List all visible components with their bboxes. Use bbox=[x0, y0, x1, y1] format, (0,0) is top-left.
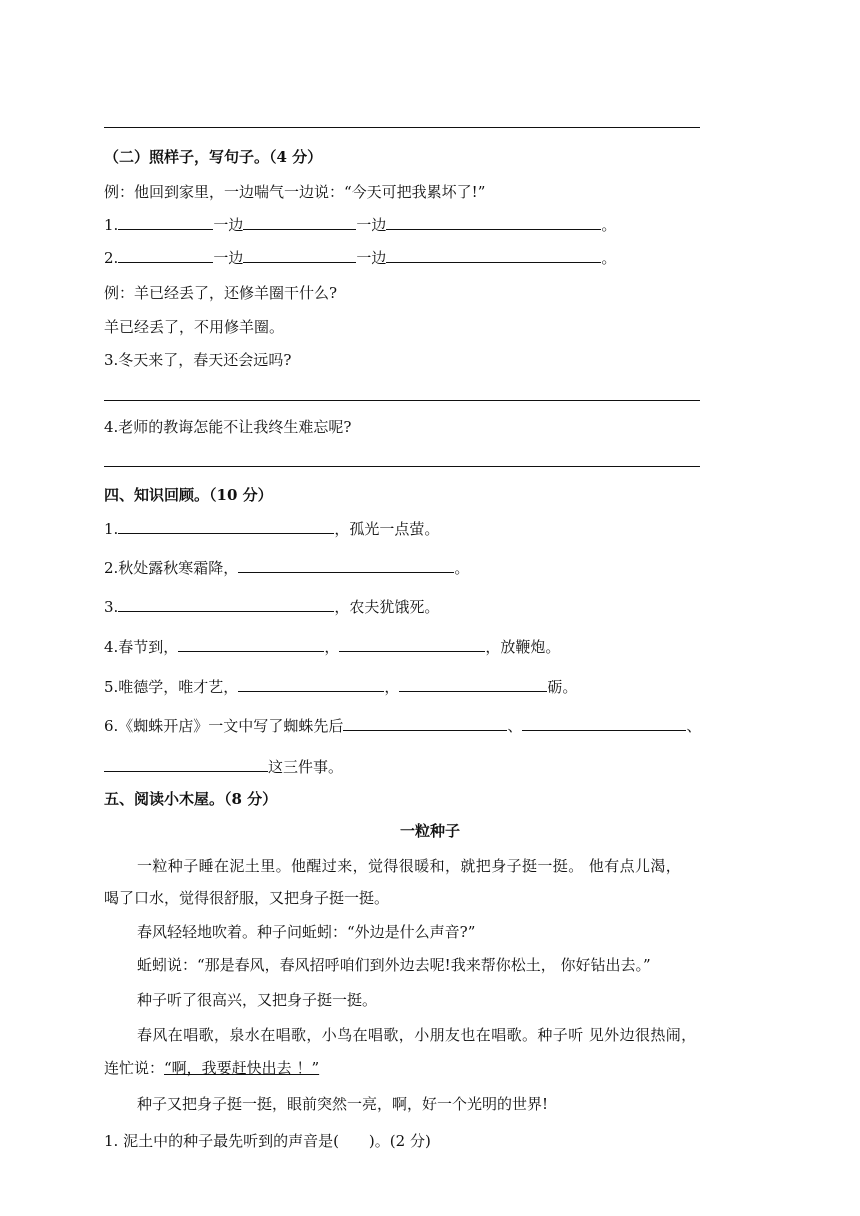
fill-blank[interactable] bbox=[118, 215, 213, 230]
answer-line[interactable] bbox=[104, 466, 700, 467]
section-heading: 四、知识回顾。（10 分） bbox=[104, 486, 273, 504]
question: 3.冬天来了，春天还会远吗? bbox=[104, 351, 292, 369]
exercise-line bbox=[104, 519, 439, 539]
fill-blank[interactable] bbox=[104, 757, 268, 772]
item-number: 3. bbox=[104, 598, 119, 616]
word: 一边 bbox=[213, 249, 244, 267]
example-sentence: 例：羊已经丢了，还修羊圈干什么? bbox=[104, 284, 338, 302]
punctuation: 、 bbox=[507, 717, 523, 735]
fill-blank[interactable] bbox=[118, 519, 334, 534]
text: 2.秋处露秋寒霜降， bbox=[104, 559, 239, 577]
exercise-line bbox=[104, 677, 577, 697]
word: 一边 bbox=[356, 216, 387, 234]
fill-blank[interactable] bbox=[118, 597, 334, 612]
fill-blank[interactable] bbox=[343, 716, 507, 731]
example-answer: 羊已经丢了，不用修羊圈。 bbox=[104, 318, 285, 336]
passage-paragraph: 喝了口水，觉得很舒服，又把身子挺一挺。 bbox=[104, 889, 390, 907]
exercise-line bbox=[104, 215, 616, 235]
passage-paragraph: 一粒种子睡在泥土里。他醒过来，觉得很暖和，就把身子挺一挺。 他有点儿渴， bbox=[137, 857, 682, 875]
fill-blank[interactable] bbox=[118, 248, 213, 263]
passage-paragraph: 种子又把身子挺一挺，眼前突然一亮，啊，好一个光明的世界! bbox=[137, 1095, 549, 1113]
passage-paragraph: 蚯蚓说：“那是春风，春风招呼咱们到外边去呢!我来帮你松土， 你好钻出去。” bbox=[137, 956, 651, 974]
fill-blank[interactable] bbox=[238, 558, 454, 573]
item-number: 1. bbox=[104, 520, 119, 538]
exercise-line bbox=[104, 248, 616, 268]
text: 5.唯德学，唯才艺， bbox=[104, 678, 239, 696]
punctuation: 。 bbox=[601, 249, 617, 267]
text: 连忙说： bbox=[104, 1059, 165, 1077]
question: 4.老师的教诲怎能不让我终生难忘呢? bbox=[104, 418, 352, 436]
fill-blank[interactable] bbox=[243, 215, 356, 230]
text: 4.春节到， bbox=[104, 638, 179, 656]
punctuation: 、 bbox=[686, 717, 702, 735]
text: 这三件事。 bbox=[268, 758, 344, 776]
exercise-line bbox=[104, 637, 560, 657]
fill-blank[interactable] bbox=[386, 248, 601, 263]
fill-blank[interactable] bbox=[238, 677, 384, 692]
text: ，放鞭炮。 bbox=[485, 638, 561, 656]
punctuation: ， bbox=[324, 638, 340, 656]
underlined-quote: “啊，我要赶快出去 ！” bbox=[164, 1059, 320, 1077]
exercise-line bbox=[104, 716, 701, 736]
punctuation: 。 bbox=[601, 216, 617, 234]
fill-blank[interactable] bbox=[399, 677, 547, 692]
item-number: 1. bbox=[104, 216, 119, 234]
question: 1. 泥土中的种子最先听到的声音是( )。(2 分) bbox=[104, 1132, 431, 1150]
example-sentence: 例：他回到家里，一边喘气一边说：“今天可把我累坏了!” bbox=[104, 183, 486, 201]
fill-blank[interactable] bbox=[386, 215, 601, 230]
fill-blank[interactable] bbox=[339, 637, 485, 652]
fill-blank[interactable] bbox=[178, 637, 324, 652]
text: 6.《蜘蛛开店》一文中写了蜘蛛先后 bbox=[104, 717, 344, 735]
answer-line bbox=[104, 127, 700, 128]
passage-paragraph bbox=[104, 1058, 319, 1078]
word: 一边 bbox=[356, 249, 387, 267]
word: 一边 bbox=[213, 216, 244, 234]
passage-paragraph: 春风在唱歌，泉水在唱歌，小鸟在唱歌，小朋友也在唱歌。种子听 见外边很热闹， bbox=[137, 1026, 697, 1044]
fill-blank[interactable] bbox=[522, 716, 686, 731]
exercise-line bbox=[104, 597, 439, 617]
text: 砺。 bbox=[547, 678, 578, 696]
exercise-line bbox=[104, 757, 343, 777]
passage-title: 一粒种子 bbox=[399, 822, 460, 840]
punctuation: ， bbox=[384, 678, 400, 696]
item-number: 2. bbox=[104, 249, 119, 267]
fill-blank[interactable] bbox=[243, 248, 356, 263]
text: ，农夫犹饿死。 bbox=[334, 598, 440, 616]
text: ，孤光一点萤。 bbox=[334, 520, 440, 538]
section-heading: （二）照样子，写句子。（4 分） bbox=[104, 148, 323, 166]
section-heading: 五、阅读小木屋。（8 分） bbox=[104, 790, 278, 808]
passage-paragraph: 种子听了很高兴，又把身子挺一挺。 bbox=[137, 991, 378, 1009]
punctuation: 。 bbox=[454, 559, 470, 577]
passage-paragraph: 春风轻轻地吹着。种子问蚯蚓：“外边是什么声音?” bbox=[137, 923, 476, 941]
answer-line[interactable] bbox=[104, 400, 700, 401]
exercise-line bbox=[104, 558, 469, 578]
